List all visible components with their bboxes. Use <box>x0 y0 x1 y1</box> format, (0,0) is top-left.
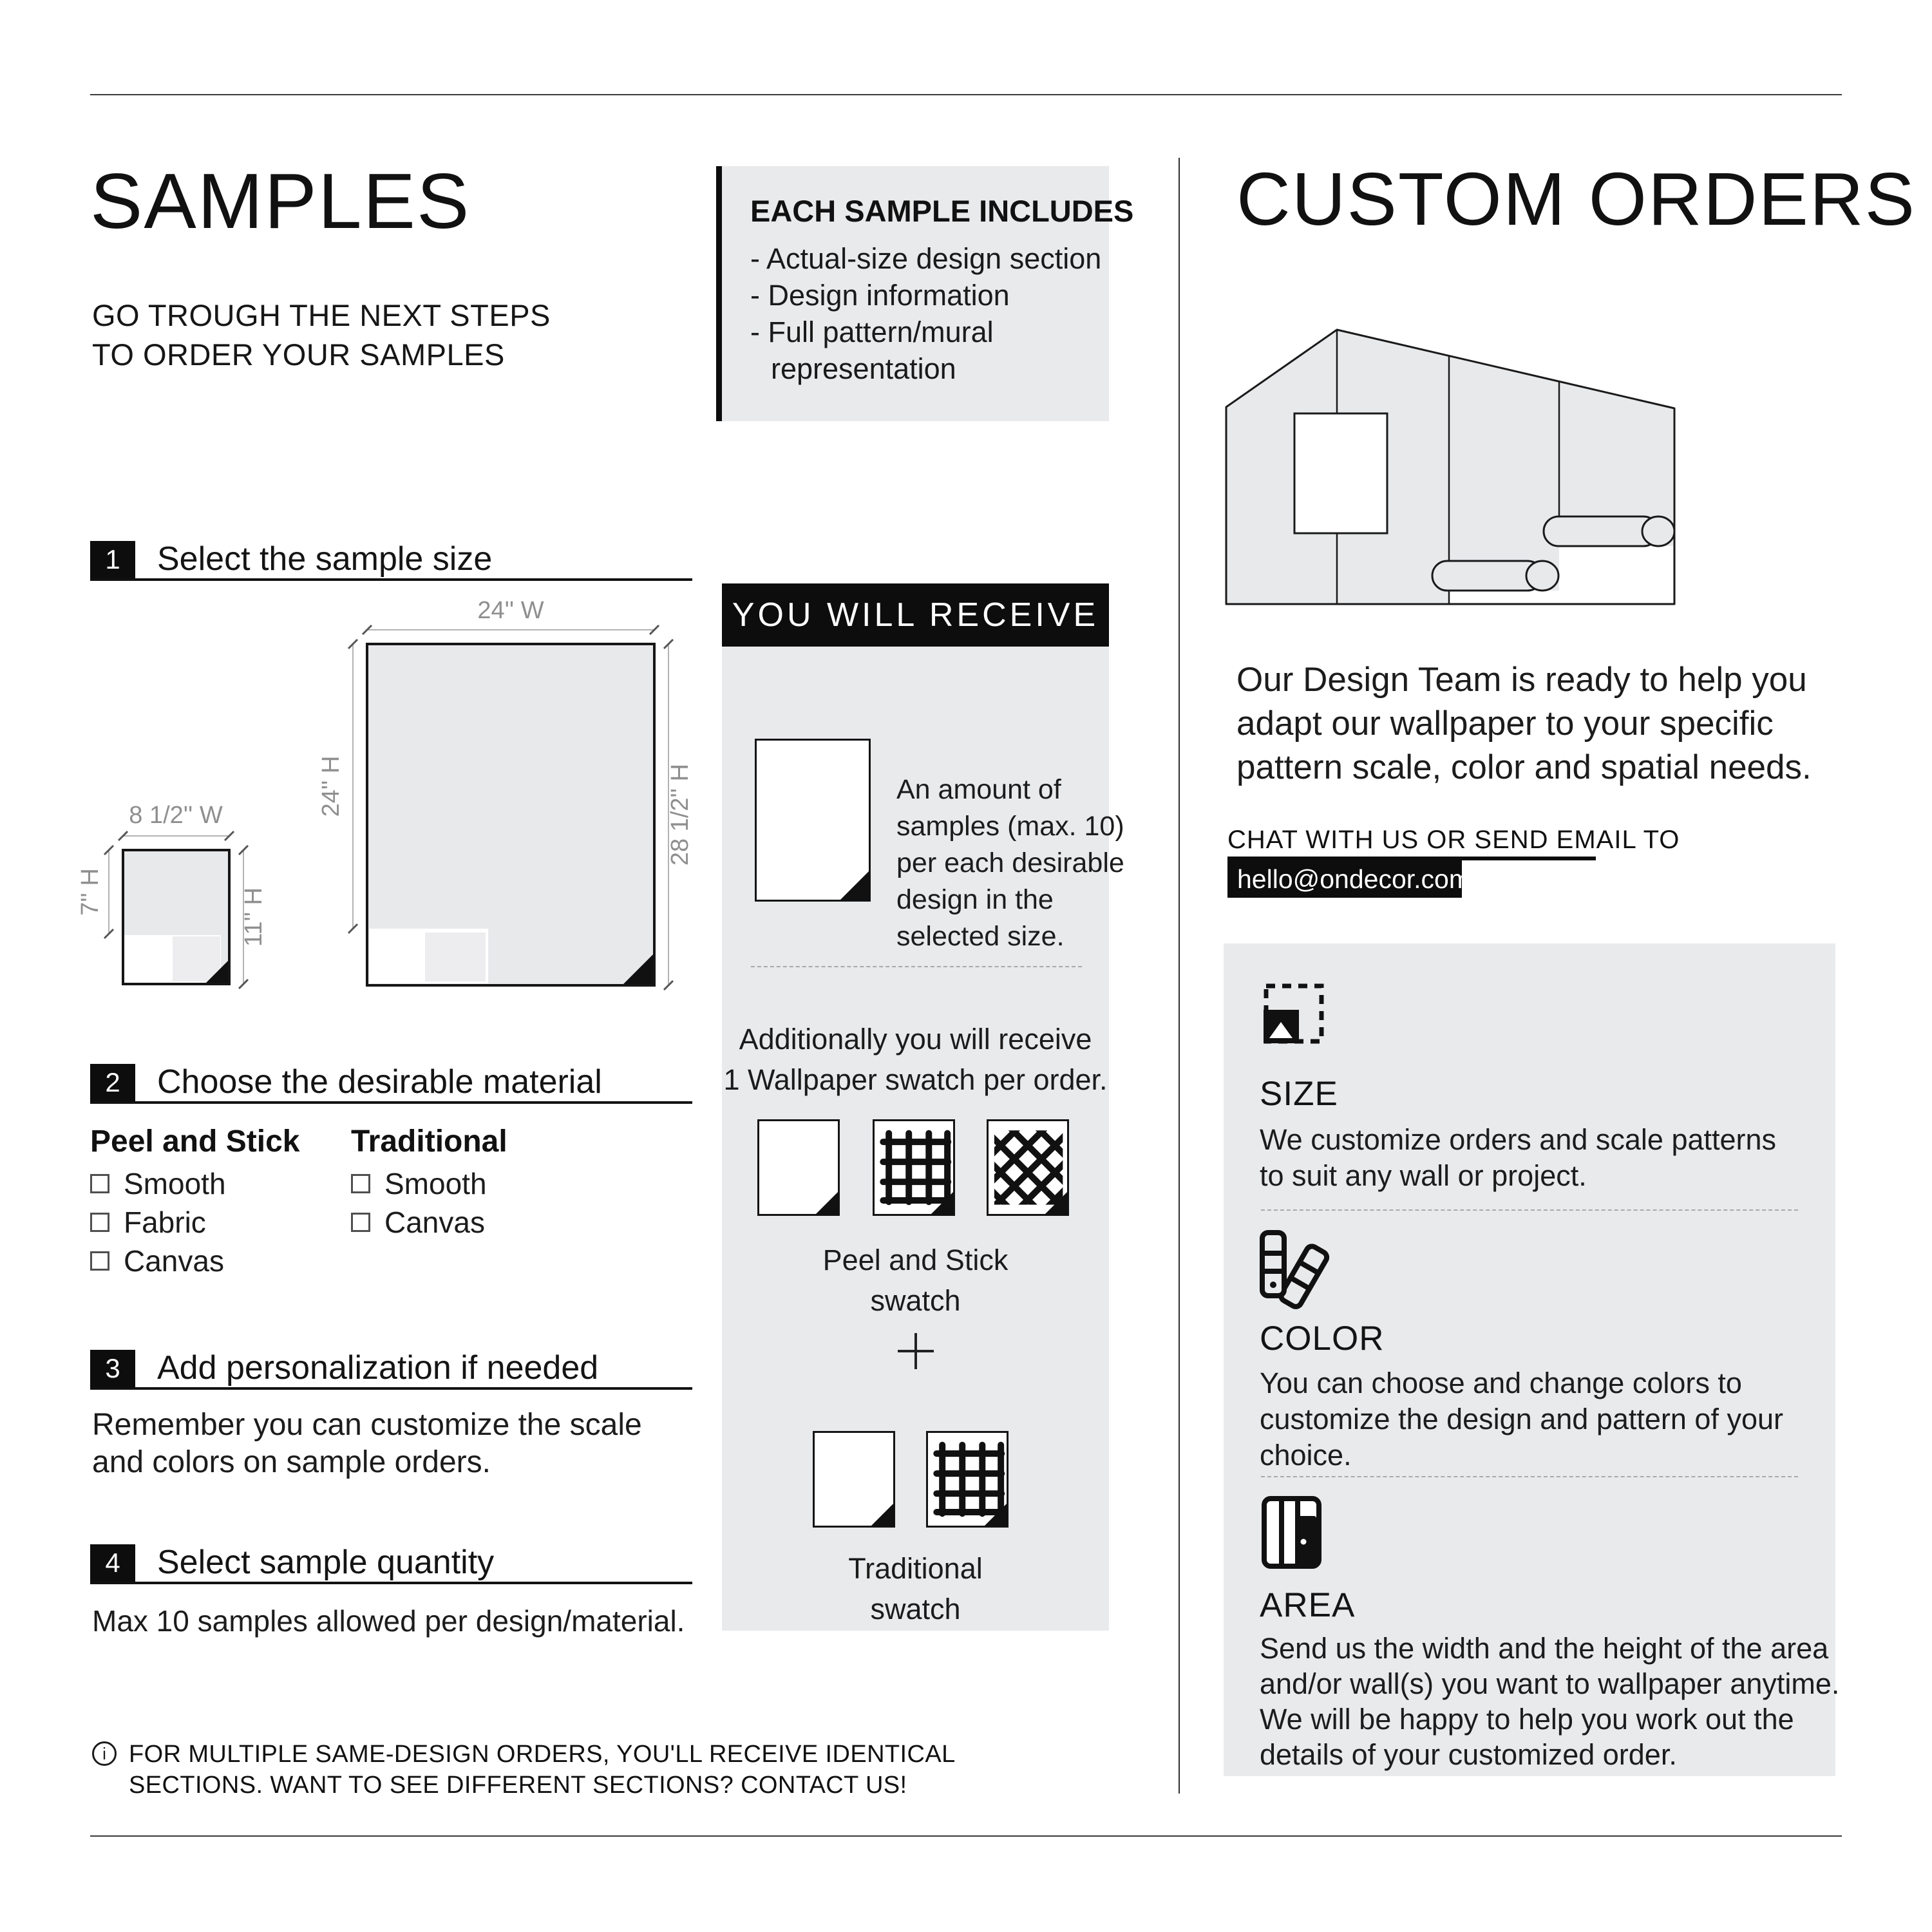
crosshatch-swatch-icon <box>987 1119 1069 1216</box>
column-divider <box>1179 158 1180 1794</box>
large-sample-inner-square <box>425 933 486 981</box>
small-sample-inner-square <box>173 936 220 981</box>
features-dashed-divider <box>1261 1476 1798 1477</box>
text-line: Additionally you will receive <box>739 1023 1092 1056</box>
blank-swatch-icon <box>813 1431 895 1528</box>
includes-item: - Actual-size design section <box>750 242 1102 275</box>
plus-icon <box>895 1331 936 1372</box>
text-line: choice. <box>1260 1439 1352 1472</box>
top-divider <box>90 94 1842 95</box>
text-line: and/or wall(s) you want to wallpaper anytime. <box>1260 1667 1840 1700</box>
additional-text <box>722 1019 1109 1100</box>
color-swatches-icon <box>1257 1229 1338 1301</box>
includes-item: - Full pattern/mural <box>750 316 994 348</box>
step-4-note-line-1: Max 10 samples allowed per design/material. <box>92 1604 685 1638</box>
text-line: design in the <box>896 884 1054 915</box>
footnote-line-1: FOR MULTIPLE SAME-DESIGN ORDERS, YOU'LL RECEIVE IDENTICAL <box>129 1741 956 1768</box>
text-line: adapt our wallpaper to your specific <box>1236 705 1774 743</box>
peel-and-stick-options <box>90 1164 226 1280</box>
sample-size-diagram <box>77 597 696 1011</box>
checkbox-peel-fabric[interactable] <box>90 1213 109 1232</box>
text-line: swatch <box>870 1593 961 1625</box>
step-4-number-badge: 4 <box>90 1544 135 1582</box>
step-4-title: Select sample quantity <box>157 1544 495 1581</box>
step-4-underline <box>90 1582 692 1584</box>
step-2-title: Choose the desirable material <box>157 1063 602 1101</box>
custom-intro-text <box>1236 658 1812 790</box>
option-row <box>351 1203 487 1242</box>
step-3-number-badge: 3 <box>90 1350 135 1387</box>
small-left-height-label: 7'' H <box>77 868 104 916</box>
samples-title: SAMPLES <box>90 157 471 245</box>
text-line: swatch <box>870 1284 961 1317</box>
text-line: Traditional <box>848 1552 983 1585</box>
bottom-divider <box>90 1835 1842 1837</box>
large-width-label: 24'' W <box>477 597 544 624</box>
receive-samples-text <box>896 772 1124 955</box>
traditional-heading: Traditional <box>351 1124 507 1159</box>
grid-swatch-icon <box>926 1431 1009 1528</box>
text-line: details of your customized order. <box>1260 1738 1677 1771</box>
samples-intro-line-2: TO ORDER YOUR SAMPLES <box>92 337 505 372</box>
step-1-header <box>90 541 692 578</box>
step-2-header <box>90 1064 692 1101</box>
size-text <box>1260 1122 1776 1194</box>
option-row <box>90 1242 226 1280</box>
text-line: pattern scale, color and spatial needs. <box>1236 748 1812 786</box>
includes-panel <box>722 166 1134 421</box>
step-3-underline <box>90 1387 692 1390</box>
includes-item-continued: representation <box>771 352 956 385</box>
receive-dashed-divider <box>751 966 1082 967</box>
text-line: samples (max. 10) <box>896 811 1124 842</box>
option-label: Canvas <box>124 1244 224 1278</box>
step-3-note-line-2: and colors on sample orders. <box>92 1445 491 1479</box>
text-line: to suit any wall or project. <box>1260 1159 1587 1192</box>
text-line: We customize orders and scale patterns <box>1260 1123 1777 1156</box>
wallpapered-wall-illustration <box>1220 319 1713 615</box>
grid-swatch-icon <box>873 1119 955 1216</box>
blank-swatch-icon <box>757 1119 840 1216</box>
color-heading: COLOR <box>1260 1320 1385 1358</box>
peel-swatch-label <box>722 1240 1109 1321</box>
checkbox-traditional-canvas[interactable] <box>351 1213 370 1232</box>
step-1-number-badge: 1 <box>90 541 135 578</box>
text-line: Our Design Team is ready to help you <box>1236 661 1807 699</box>
color-text <box>1260 1365 1783 1473</box>
wall-door-icon <box>1261 1495 1322 1569</box>
text-line: selected size. <box>896 921 1065 952</box>
option-row <box>90 1164 226 1203</box>
peel-and-stick-heading: Peel and Stick <box>90 1124 300 1159</box>
option-label: Smooth <box>384 1167 487 1200</box>
unpapered-area-right <box>1559 546 1673 603</box>
option-label: Fabric <box>124 1206 206 1239</box>
blank-sample-sheet-icon <box>755 739 871 902</box>
step-1-underline <box>90 578 692 581</box>
option-label: Smooth <box>124 1167 226 1200</box>
you-will-receive-banner: YOU WILL RECEIVE <box>722 583 1109 647</box>
includes-left-bar <box>716 166 722 421</box>
option-row <box>351 1164 487 1203</box>
includes-item: - Design information <box>750 279 1010 312</box>
includes-title: EACH SAMPLE INCLUDES <box>750 194 1134 228</box>
text-line: We will be happy to help you work out the <box>1260 1703 1794 1736</box>
text-line: customize the design and pattern of your <box>1260 1403 1783 1435</box>
window <box>1294 413 1387 533</box>
wallpaper-roll-upper <box>1544 516 1674 546</box>
area-text <box>1260 1631 1839 1772</box>
text-line: 1 Wallpaper swatch per order. <box>723 1063 1108 1096</box>
step-1-title: Select the sample size <box>157 540 493 578</box>
size-heading: SIZE <box>1260 1075 1338 1113</box>
email-address[interactable]: hello@ondecor.com <box>1227 860 1462 898</box>
traditional-options <box>351 1164 487 1242</box>
text-line: An amount of <box>896 774 1061 805</box>
step-3-header <box>90 1350 692 1387</box>
small-right-height-label: 11'' H <box>240 887 267 947</box>
custom-orders-title: CUSTOM ORDERS <box>1236 157 1917 241</box>
step-2-underline <box>90 1101 692 1104</box>
wallpaper-roll-lower <box>1432 561 1558 591</box>
unpapered-area-left <box>1450 591 1559 603</box>
large-right-height-label: 28 1/2'' H <box>667 763 694 866</box>
text-line: You can choose and change colors to <box>1260 1367 1742 1399</box>
step-4-header <box>90 1544 692 1582</box>
info-icon: i <box>92 1741 117 1766</box>
features-dashed-divider <box>1261 1209 1798 1211</box>
option-label: Canvas <box>384 1206 485 1239</box>
area-heading: AREA <box>1260 1586 1356 1624</box>
checkbox-peel-canvas[interactable] <box>90 1251 109 1271</box>
checkbox-peel-smooth[interactable] <box>90 1174 109 1193</box>
samples-intro-line-1: GO TROUGH THE NEXT STEPS <box>92 298 551 332</box>
large-left-height-label: 24'' H <box>317 755 345 817</box>
small-width-label: 8 1/2'' W <box>129 802 223 829</box>
crop-image-icon <box>1261 981 1325 1045</box>
checkbox-traditional-smooth[interactable] <box>351 1174 370 1193</box>
step-3-note-line-1: Remember you can customize the scale <box>92 1408 642 1442</box>
text-line: per each desirable <box>896 848 1124 878</box>
step-2-number-badge: 2 <box>90 1064 135 1101</box>
text-line: Peel and Stick <box>822 1244 1009 1276</box>
traditional-swatch-label <box>722 1548 1109 1629</box>
footnote-line-2: SECTIONS. WANT TO SEE DIFFERENT SECTIONS? CONTACT US! <box>129 1772 907 1799</box>
contact-label: CHAT WITH US OR SEND EMAIL TO <box>1227 826 1680 854</box>
option-row <box>90 1203 226 1242</box>
text-line: Send us the width and the height of the area <box>1260 1632 1829 1665</box>
step-3-title: Add personalization if needed <box>157 1349 599 1387</box>
